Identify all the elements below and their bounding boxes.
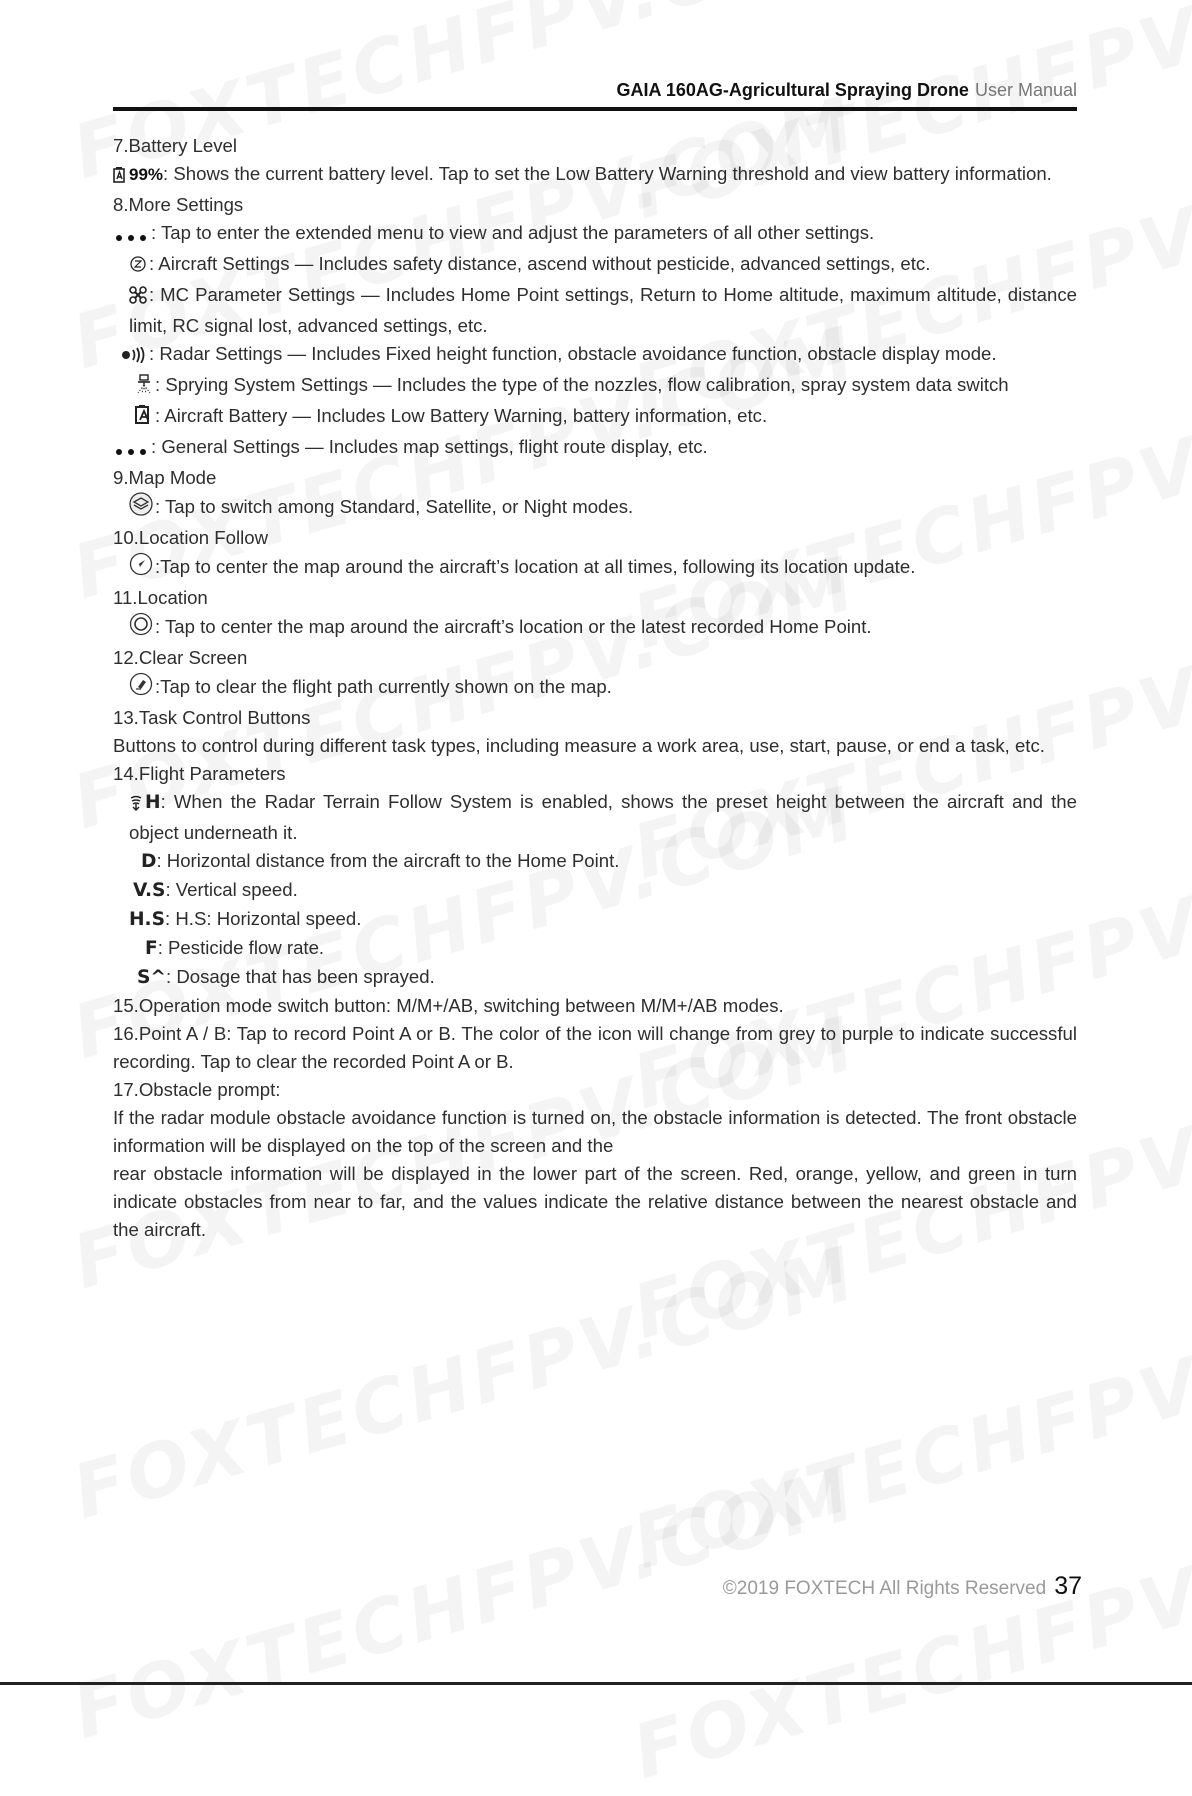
section-heading-flight-parameters: 14.Flight Parameters	[113, 763, 286, 784]
battery-percentage: 99%	[129, 165, 164, 184]
manual-content	[113, 132, 1077, 1244]
header-divider	[113, 107, 1077, 111]
horizontal-speed-label: H.S	[129, 909, 166, 930]
map-layers-icon	[129, 492, 153, 524]
section-heading-clear-screen: 12.Clear Screen	[113, 647, 248, 668]
section-heading-more-settings: 8.More Settings	[113, 194, 244, 215]
location-target-icon	[129, 612, 153, 644]
distance-text: : Horizontal distance from the aircraft to the Home Point.	[156, 850, 620, 871]
copyright: ©2019 FOXTECH All Rights Reserved	[722, 1578, 1047, 1599]
horizontal-speed-text: : H.S: Horizontal speed.	[165, 908, 362, 929]
location-follow-item	[113, 552, 1077, 584]
height-text: : When the Radar Terrain Follow System is enabled, shows the preset height between the aircraft and the object underneath it.	[129, 791, 1077, 843]
obstacle-text-1: If the radar module obstacle avoidance function is turned on, the obstacle information is detected. The front obstacle information will be displayed on the top of the screen and the	[113, 1107, 1077, 1156]
battery-level-description	[113, 160, 1077, 191]
section-heading-map-mode: 9.Map Mode	[113, 467, 217, 488]
aircraft-settings-icon	[129, 253, 147, 281]
terrain-height-icon	[129, 791, 143, 819]
battery-level-text: : Shows the current battery level. Tap to set the Low Battery Warning threshold and view battery information.	[163, 163, 1052, 184]
watermark	[624, 1490, 1192, 1796]
flight-param-vertical-speed	[113, 876, 1077, 905]
manual-title: GAIA 160AG-Agricultural Spraying Drone	[616, 80, 969, 100]
operation-mode-text: 15.Operation mode switch button: M/M+/AB, switching between M/M+/AB modes.	[113, 995, 784, 1016]
eraser-icon	[129, 672, 153, 704]
vertical-speed-text: : Vertical speed.	[165, 879, 298, 900]
task-control-text: Buttons to control during different task types, including measure a work area, use, start, pause, or end a task, etc.	[113, 735, 1045, 756]
height-label: H	[145, 792, 161, 813]
mc-parameter-icon	[129, 284, 147, 312]
location-follow-icon	[129, 552, 153, 584]
radar-settings-item	[113, 340, 1077, 371]
more-settings-item	[113, 219, 1077, 250]
radar-icon	[121, 343, 147, 371]
spraying-system-text: : Sprying System Settings — Includes the type of the nozzles, flow calibration, spray system data switch	[155, 374, 1009, 395]
flight-param-flow-rate	[113, 934, 1077, 963]
flight-param-height	[113, 788, 1077, 847]
mc-parameter-text: : MC Parameter Settings — Includes Home Point settings, Return to Home altitude, maximum altitude, distance limit, RC signal lost, advanced settings, etc.	[129, 284, 1077, 336]
obstacle-text-2: rear obstacle information will be displayed in the lower part of the screen. Red, orange, yellow, and green in turn indicate obstacles from near to far, and the values indicate the relative distance between the nearest obstacle and the aircraft.	[113, 1163, 1077, 1240]
section-heading-location-follow: 10.Location Follow	[113, 527, 269, 548]
point-ab-text: 16.Point A / B: Tap to record Point A or B. The color of the icon will change from grey to purple to indicate successful recording. Tap to clear the recorded Point A or B.	[113, 1023, 1077, 1072]
aircraft-settings-item	[113, 250, 1077, 281]
flight-param-distance	[113, 847, 1077, 876]
spray-nozzle-icon	[135, 374, 153, 402]
watermark	[624, 1280, 1192, 1586]
spraying-system-settings-item	[113, 371, 1077, 402]
page-header	[113, 80, 1077, 110]
radar-settings-text: : Radar Settings — Includes Fixed height function, obstacle avoidance function, obstacle display mode.	[149, 343, 997, 364]
page-number: 37	[1054, 1572, 1082, 1600]
more-dots-icon	[113, 222, 149, 250]
flight-param-dosage	[113, 963, 1077, 992]
aircraft-battery-text: : Aircraft Battery — Includes Low Battery Warning, battery information, etc.	[155, 405, 768, 426]
distance-label: D	[141, 851, 157, 872]
aircraft-battery-item	[113, 402, 1077, 433]
more-settings-text: : Tap to enter the extended menu to view and adjust the parameters of all other settings.	[151, 222, 875, 243]
page-footer	[723, 1572, 1082, 1601]
flight-param-horizontal-speed	[113, 905, 1077, 934]
aircraft-battery-icon	[135, 405, 153, 433]
general-settings-dots-icon	[113, 436, 149, 464]
general-settings-text: : General Settings — Includes map settings, flight route display, etc.	[151, 436, 708, 457]
watermark	[64, 1230, 867, 1536]
flow-rate-label: F	[145, 938, 158, 959]
clear-screen-item	[113, 672, 1077, 704]
map-mode-text: : Tap to switch among Standard, Satellite, or Night modes.	[155, 496, 634, 517]
vertical-speed-label: V.S	[133, 880, 166, 901]
mc-parameter-settings-item	[113, 281, 1077, 340]
location-follow-text: :Tap to center the map around the aircraft’s location at all times, following its location update.	[155, 556, 916, 577]
general-settings-item	[113, 433, 1077, 464]
section-heading-battery: 7.Battery Level	[113, 135, 238, 156]
watermark	[64, 1450, 867, 1756]
manual-subtitle: User Manual	[974, 80, 1077, 100]
flow-rate-text: : Pesticide flow rate.	[157, 937, 325, 958]
dosage-label: S^	[137, 967, 166, 988]
section-heading-location: 11.Location	[113, 587, 208, 608]
battery-icon	[113, 163, 127, 191]
dosage-text: : Dosage that has been sprayed.	[165, 966, 435, 987]
map-mode-item	[113, 492, 1077, 524]
aircraft-settings-text: : Aircraft Settings — Includes safety distance, ascend without pesticide, advanced settings, etc.	[149, 253, 931, 274]
location-text: : Tap to center the map around the aircraft’s location or the latest recorded Home Point.	[155, 616, 872, 637]
section-heading-obstacle: 17.Obstacle prompt:	[113, 1079, 281, 1100]
section-heading-task-control: 13.Task Control Buttons	[113, 707, 311, 728]
clear-screen-text: :Tap to clear the flight path currently shown on the map.	[155, 676, 612, 697]
location-item	[113, 612, 1077, 644]
